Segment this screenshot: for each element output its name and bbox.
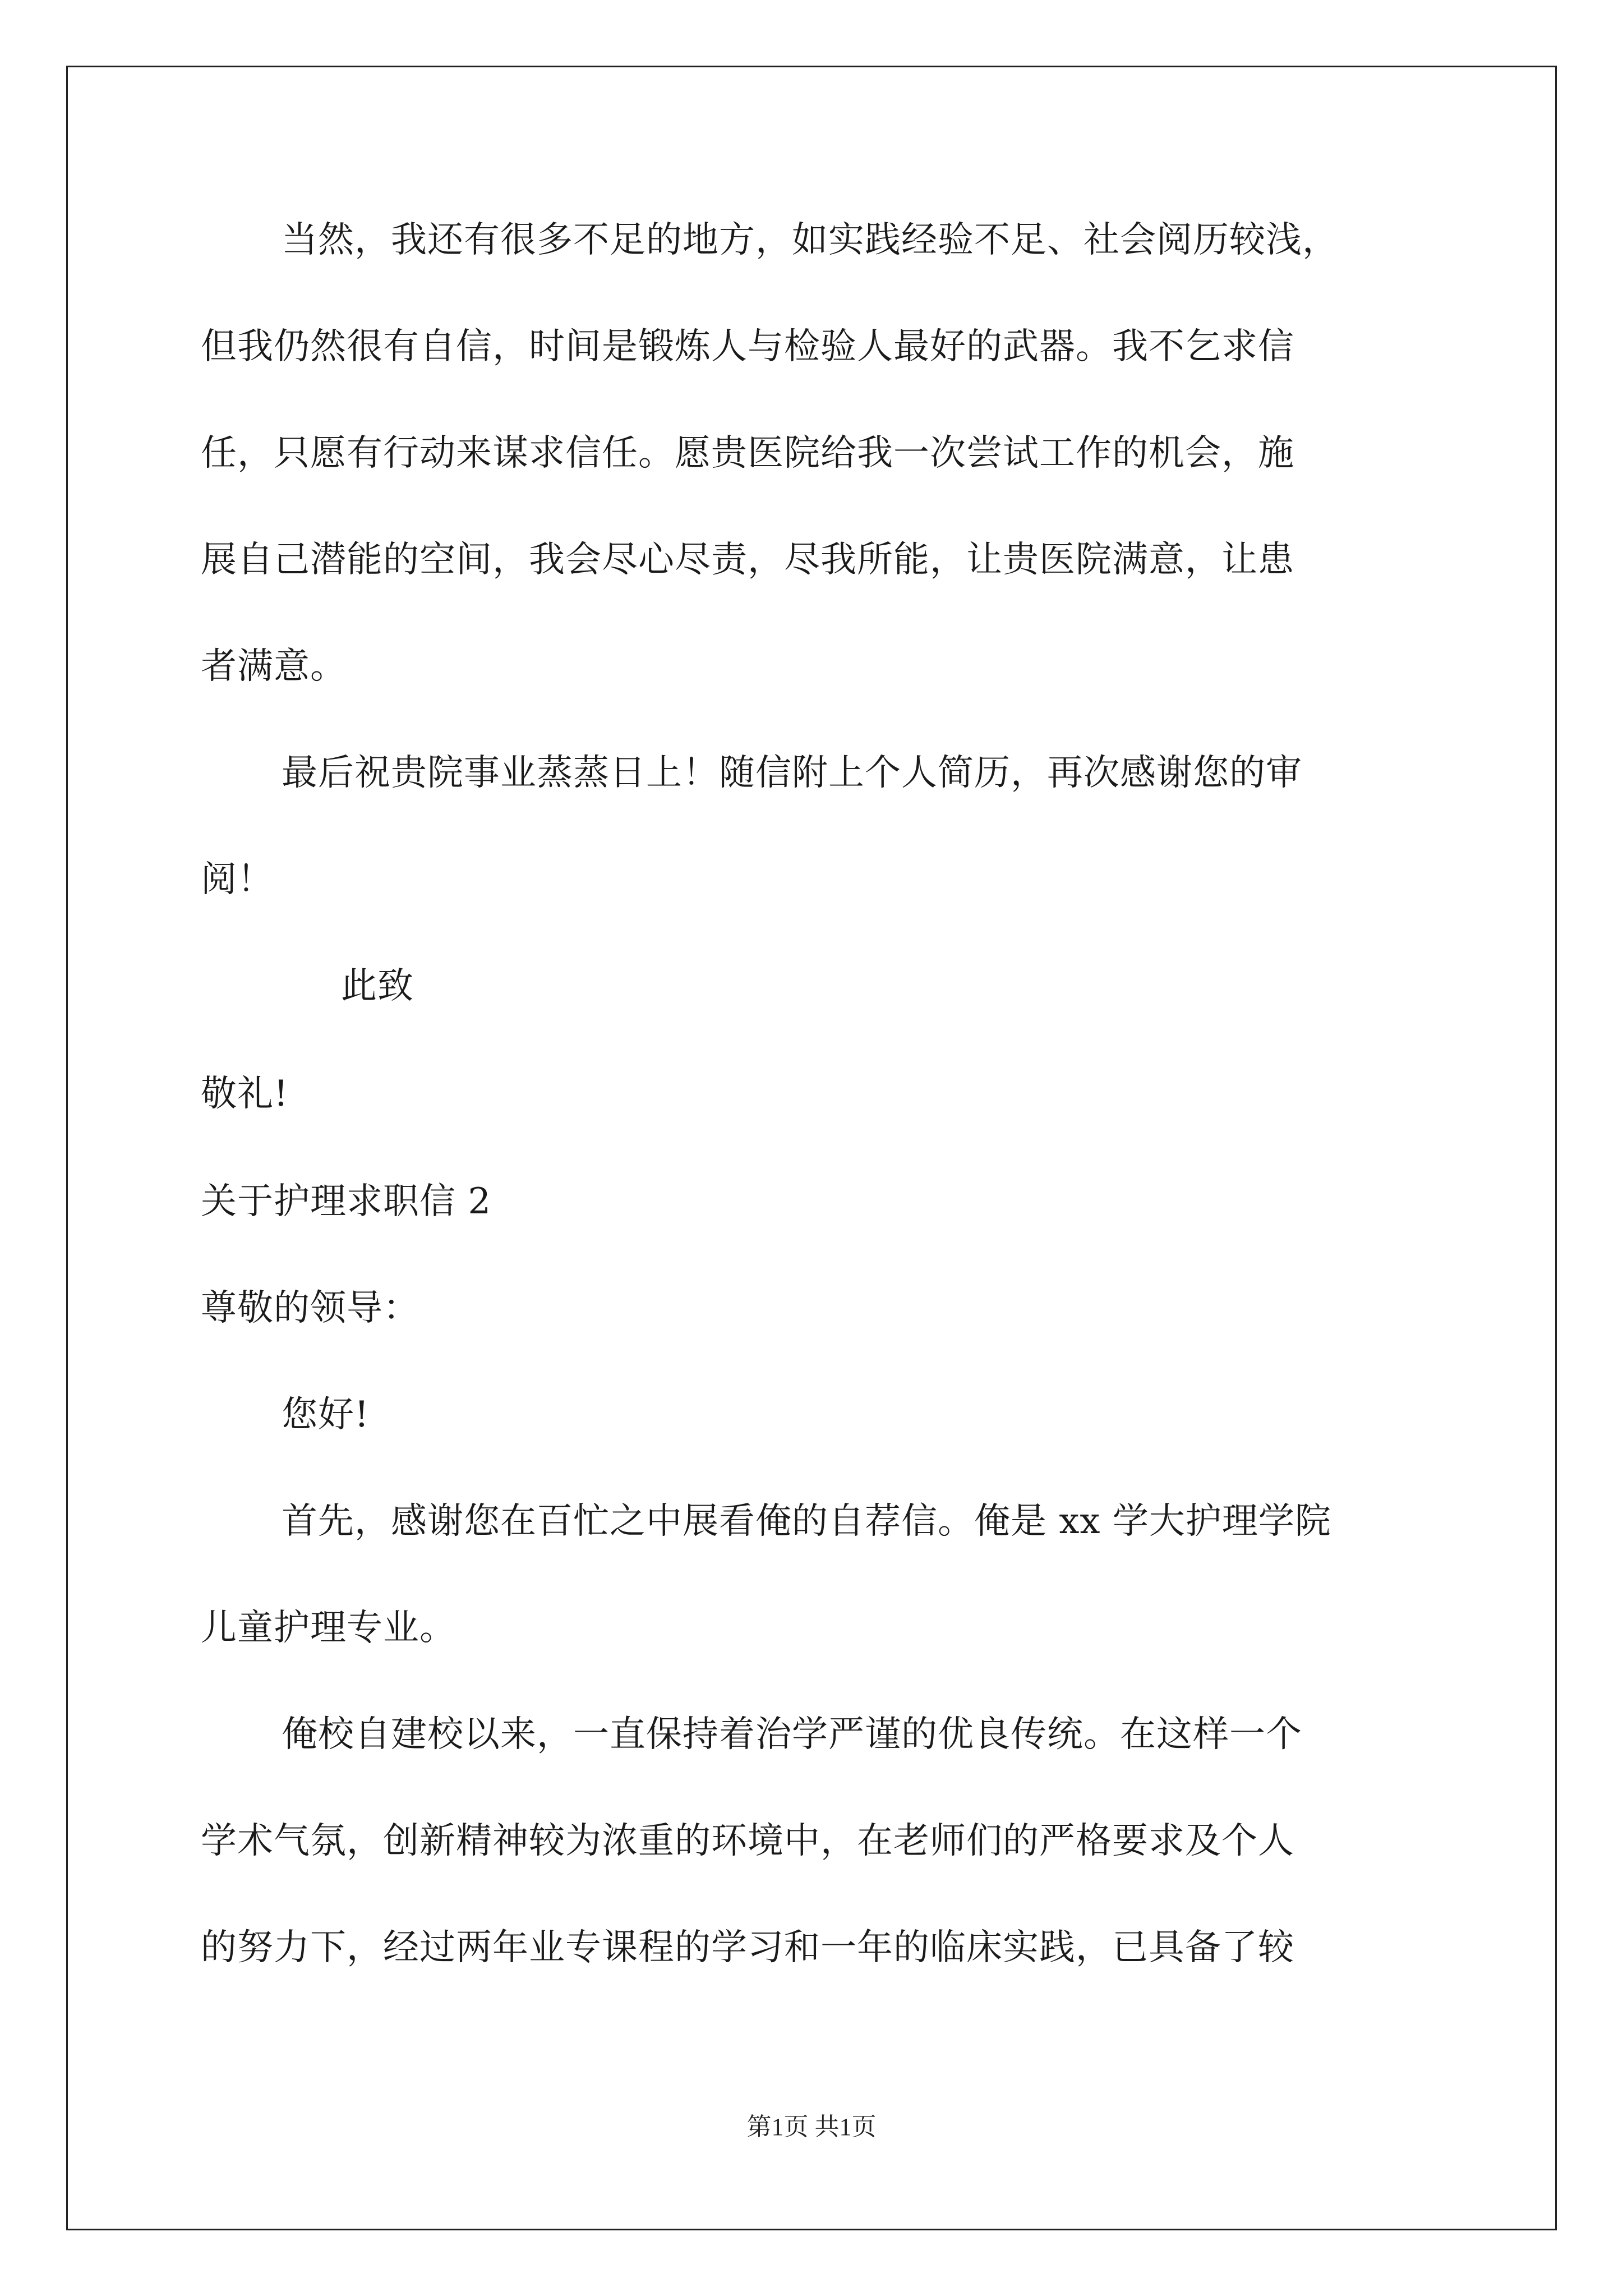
paragraph-line: 展自己潜能的空间，我会尽心尽责，尽我所能，让贵医院满意，让患 bbox=[201, 539, 1294, 581]
paragraph-line: 的努力下，经过两年业专课程的学习和一年的临床实践，已具备了较 bbox=[201, 1927, 1294, 1968]
paragraph-line: 儿童护理专业。 bbox=[201, 1607, 456, 1649]
greeting: 您好! bbox=[282, 1394, 370, 1435]
page-footer: 第1页 共1页 bbox=[746, 2113, 877, 2141]
closing-line: 此致 bbox=[341, 965, 414, 1007]
paragraph-line: 当然，我还有很多不足的地方，如实践经验不足、社会阅历较浅， bbox=[282, 219, 1339, 261]
salutation: 尊敬的领导： bbox=[201, 1287, 419, 1329]
paragraph-line: 但我仍然很有自信，时间是锻炼人与检验人最好的武器。我不乞求信 bbox=[201, 326, 1294, 367]
paragraph-line: 者满意。 bbox=[201, 646, 347, 687]
paragraph-line: 学术气氛，创新精神较为浓重的环境中，在老师们的严格要求及个人 bbox=[201, 1820, 1294, 1862]
section-title: 关于护理求职信 2 bbox=[201, 1181, 492, 1222]
page-border bbox=[66, 66, 1557, 2230]
paragraph-line: 俺校自建校以来，一直保持着治学严谨的优良传统。在这样一个 bbox=[282, 1714, 1302, 1755]
closing-line: 敬礼! bbox=[201, 1073, 289, 1115]
paragraph-line: 首先，感谢您在百忙之中展看俺的自荐信。俺是 xx 学大护理学院 bbox=[282, 1501, 1331, 1542]
paragraph-line: 阅！ bbox=[201, 859, 274, 900]
paragraph-line: 最后祝贵院事业蒸蒸日上！随信附上个人简历，再次感谢您的审 bbox=[282, 752, 1302, 794]
paragraph-line: 任，只愿有行动来谋求信任。愿贵医院给我一次尝试工作的机会，施 bbox=[201, 432, 1294, 474]
